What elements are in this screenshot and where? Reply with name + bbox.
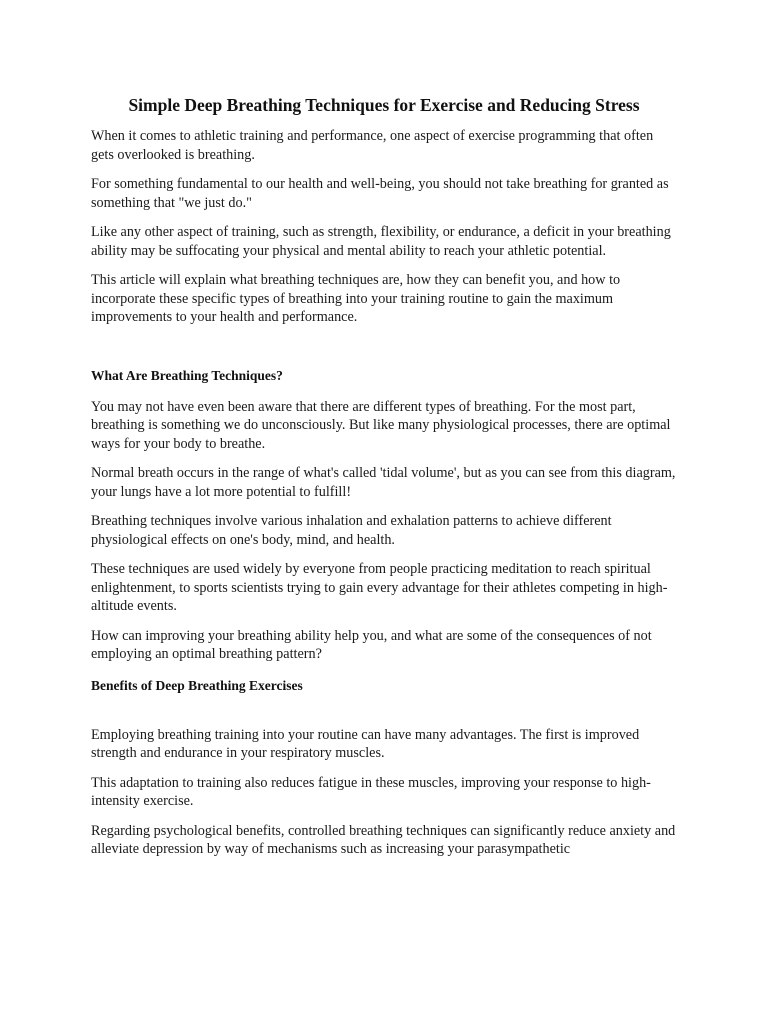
body-paragraph: You may not have even been aware that there are different types of breathing. For the most part, breathing is something we do unconsciously. But like many physiological processes, there are optimal ways for your body to breathe. [91, 398, 671, 452]
section-heading-breathing-techniques: What Are Breathing Techniques? [91, 367, 283, 383]
document-page [91, 92, 677, 859]
section-heading-benefits: Benefits of Deep Breathing Exercises [91, 677, 303, 693]
intro-paragraph: For something fundamental to our health and well-being, you should not take breathing for granted as something that "we just do." [91, 176, 669, 211]
intro-paragraph: This article will explain what breathing techniques are, how they can benefit you, and how to incorporate these specific types of breathing into your training routine to gain the maximum improvements to your health and performance. [91, 272, 621, 325]
body-paragraph: These techniques are used widely by everyone from people practicing meditation to reach spiritual enlightenment, to sports scientists trying to gain every advantage for their athletes competing in high-altitude events. [91, 561, 668, 614]
intro-paragraph: Like any other aspect of training, such as strength, flexibility, or endurance, a deficit in your breathing ability may be suffocating your physical and mental ability to reach your athletic potential. [91, 224, 671, 259]
body-paragraph: This adaptation to training also reduces fatigue in these muscles, improving your response to high-intensity exercise. [91, 774, 651, 809]
body-paragraph: Regarding psychological benefits, controlled breathing techniques can significantly reduce anxiety and alleviate depression by way of mechanisms such as increasing your parasympathetic [91, 822, 676, 857]
body-paragraph: Breathing techniques involve various inhalation and exhalation patterns to achieve different physiological effects on one's body, mind, and health. [91, 513, 612, 548]
article-title: Simple Deep Breathing Techniques for Exercise and Reducing Stress [128, 95, 640, 115]
body-paragraph: Normal breath occurs in the range of what's called 'tidal volume', but as you can see from this diagram, your lungs have a lot more potential to fulfill! [91, 465, 676, 500]
body-paragraph: Employing breathing training into your routine can have many advantages. The first is improved strength and endurance in your respiratory muscles. [91, 726, 640, 761]
intro-paragraph: When it comes to athletic training and performance, one aspect of exercise programming that often gets overlooked is breathing. [91, 128, 654, 163]
body-paragraph: How can improving your breathing ability help you, and what are some of the consequences of not employing an optimal breathing pattern? [91, 627, 652, 662]
